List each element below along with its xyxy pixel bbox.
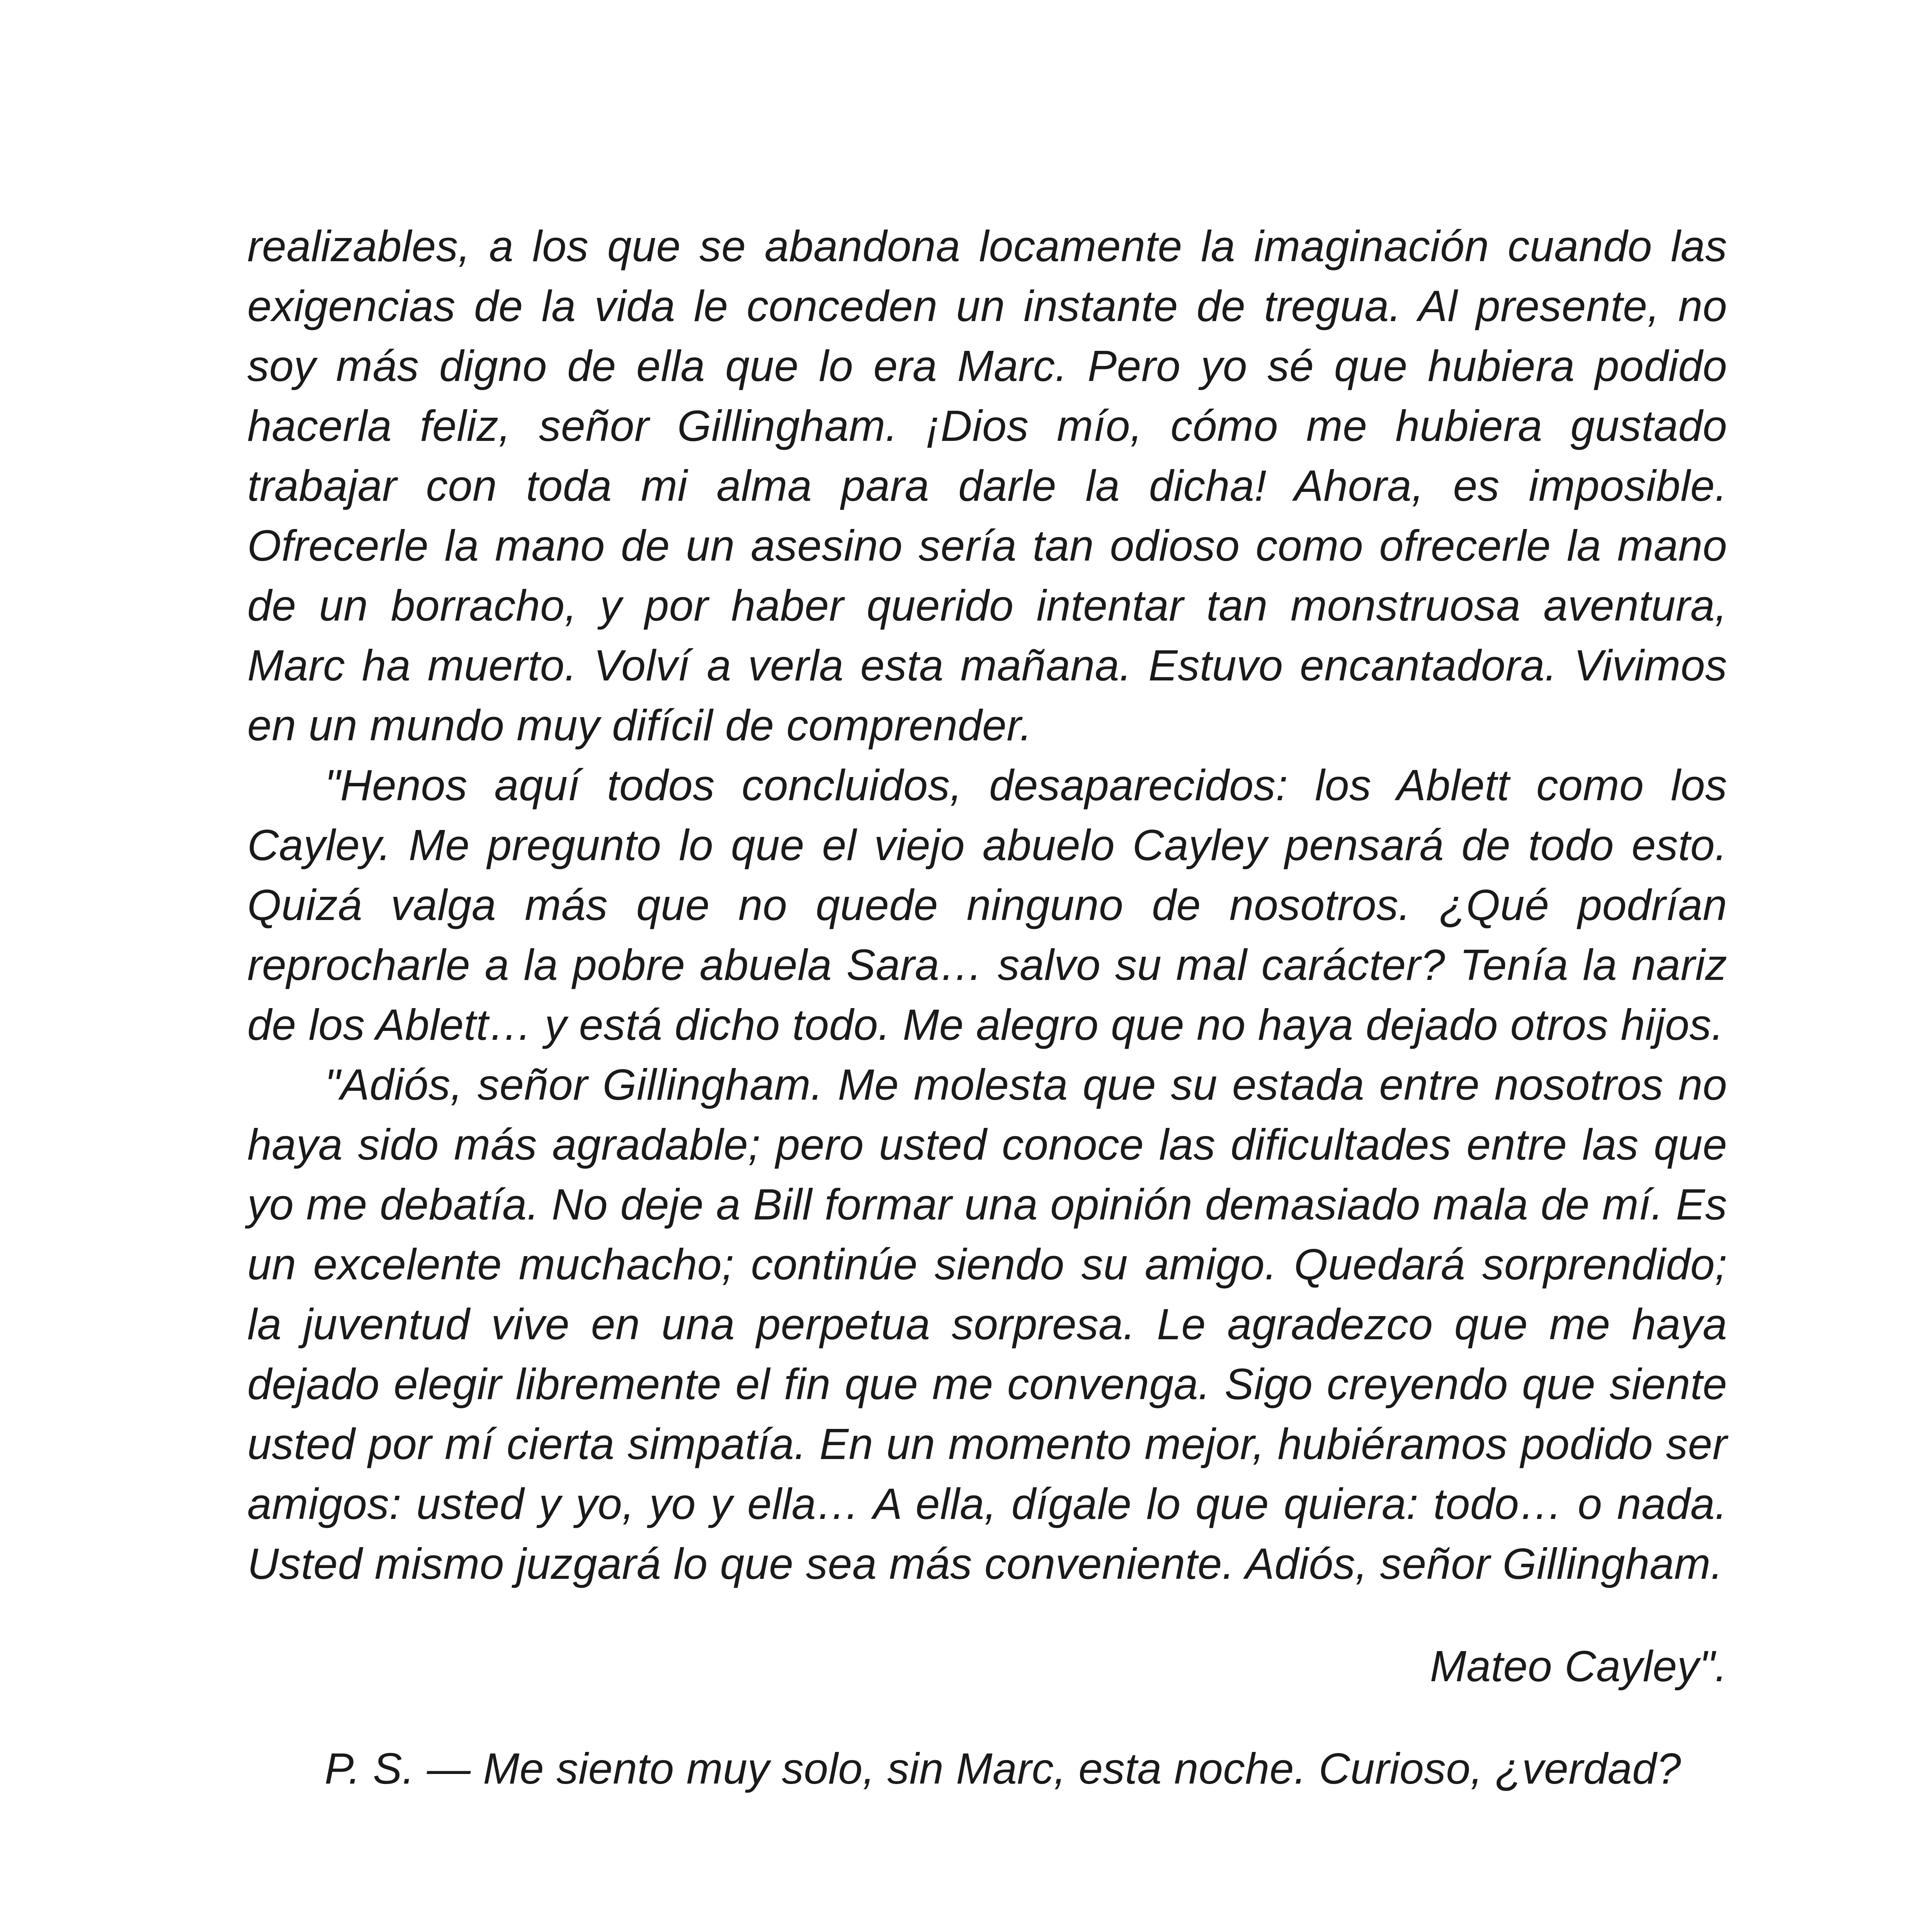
paragraph-1: realizables, a los que se abandona locamente la imaginación cuando las exigencias de la vida le conceden un instante de tregua. Al presente, no soy más digno de ella que lo era Marc. Pero yo sé que hubiera podido hacerla feliz, señor Gillingham. ¡Dios mío, cómo me hubiera gustado trabajar con toda mi alma para darle la dicha! Ahora, es imposible. Ofrecerle la mano de un asesino sería tan odioso como ofrecerle la mano de un borracho, y por haber querido intentar tan monstruosa aventura, Marc ha muerto. Volví a verla esta mañana. Estuvo encantadora. Vivimos en un mundo muy difícil de comprender. xyxy=(247,222,1727,750)
body-text xyxy=(247,216,1727,1799)
signature: Mateo Cayley". xyxy=(1430,1642,1727,1690)
postscript: P. S. — Me siento muy solo, sin Marc, esta noche. Curioso, ¿verdad? xyxy=(325,1744,1681,1793)
paragraph-3: "Adiós, señor Gillingham. Me molesta que su estada entre nosotros no haya sido más agradable; pero usted conoce las dificultades entre las que yo me debatía. No deje a Bill formar una opinión demasiado mala de mí. Es un excelente muchacho; continúe siendo su amigo. Quedará sorprendido; la juventud vive en una perpetua sorpresa. Le agradezco que me haya dejado elegir libremente el fin que me convenga. Sigo creyendo que siente usted por mí cierta simpatía. En un momento mejor, hubiéramos podido ser amigos: usted y yo, yo y ella… A ella, dígale lo que quiera: todo… o nada. Usted mismo juzgará lo que sea más conveniente. Adiós, señor Gillingham. xyxy=(247,1060,1727,1588)
paragraph-2: "Henos aquí todos concluidos, desaparecidos: los Ablett como los Cayley. Me pregunto lo que el viejo abuelo Cayley pensará de todo esto. Quizá valga más que no quede ninguno de nosotros. ¿Qué podrían reprocharle a la pobre abuela Sara… salvo su mal carácter? Tenía la nariz de los Ablett… y está dicho todo. Me alegro que no haya dejado otros hijos. xyxy=(247,761,1727,1049)
